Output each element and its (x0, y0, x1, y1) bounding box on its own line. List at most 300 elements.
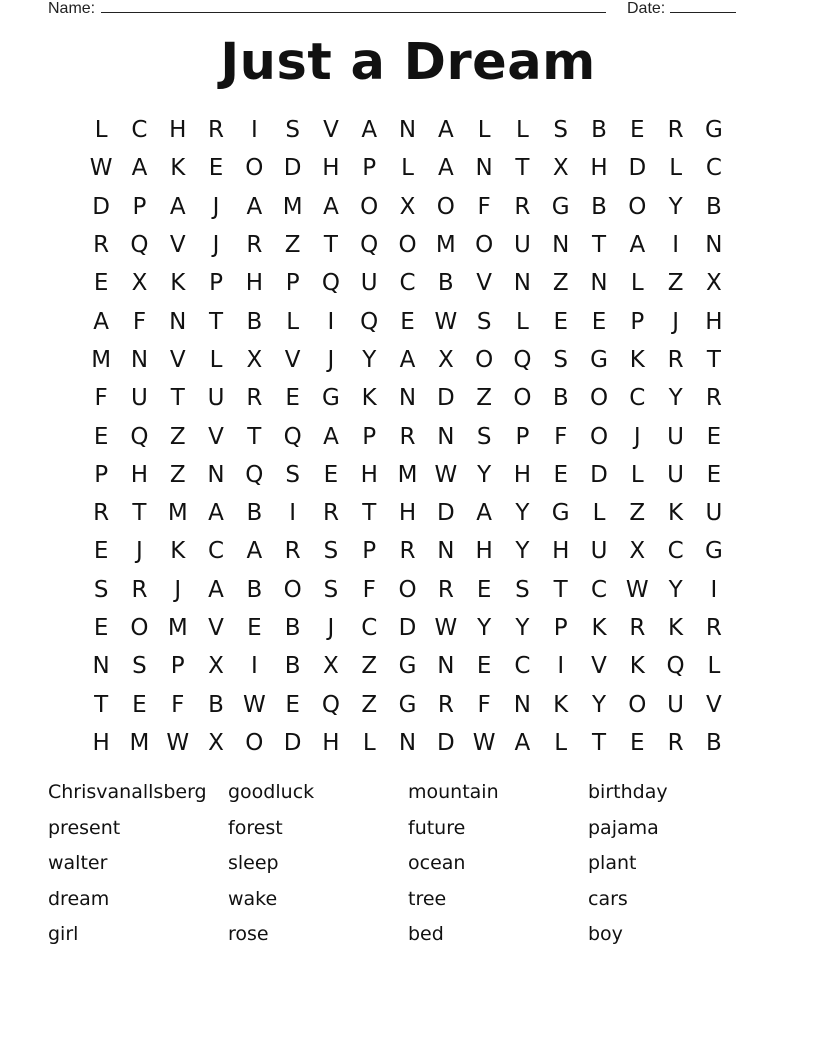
grid-letter[interactable]: R (246, 232, 263, 259)
grid-letter[interactable]: H (552, 538, 570, 565)
grid-letter[interactable]: E (93, 538, 109, 565)
grid-letter[interactable]: W (434, 308, 458, 335)
grid-letter[interactable]: N (513, 691, 532, 718)
grid-letter[interactable]: T (132, 500, 147, 527)
grid-letter[interactable]: J (212, 193, 220, 220)
grid-letter[interactable]: X (437, 346, 454, 373)
grid-letter[interactable]: L (362, 729, 376, 756)
grid-letter[interactable]: M (397, 461, 418, 488)
grid-letter[interactable]: L (94, 117, 108, 144)
grid-letter[interactable]: D (436, 729, 455, 756)
grid-letter[interactable]: P (630, 308, 645, 335)
grid-letter[interactable]: W (625, 576, 649, 603)
grid-letter[interactable]: S (476, 423, 492, 450)
grid-letter[interactable]: O (398, 576, 417, 603)
grid-letter[interactable]: H (322, 729, 340, 756)
grid-letter[interactable]: E (285, 385, 300, 412)
grid-letter[interactable]: O (245, 155, 264, 182)
grid-letter[interactable]: G (704, 538, 723, 565)
grid-letter[interactable]: O (436, 193, 455, 220)
grid-letter[interactable]: N (130, 346, 149, 373)
grid-letter[interactable]: Z (169, 461, 186, 488)
grid-letter[interactable]: N (437, 538, 455, 565)
grid-letter[interactable]: O (360, 193, 379, 220)
grid-letter[interactable]: G (590, 346, 608, 373)
grid-letter[interactable]: R (322, 500, 339, 527)
grid-letter[interactable]: K (629, 346, 645, 373)
grid-letter[interactable]: Q (130, 423, 149, 450)
grid-letter[interactable]: L (401, 155, 414, 182)
grid-letter[interactable]: H (322, 155, 340, 182)
grid-letter[interactable]: A (514, 729, 531, 756)
grid-letter[interactable]: N (552, 232, 570, 259)
grid-letter[interactable]: P (209, 270, 223, 297)
grid-letter[interactable]: L (209, 346, 223, 373)
grid-letter[interactable]: C (590, 576, 608, 603)
grid-letter[interactable]: M (167, 500, 188, 527)
grid-letter[interactable]: X (399, 193, 416, 220)
grid-letter[interactable]: L (669, 155, 683, 182)
grid-letter[interactable]: H (360, 461, 378, 488)
grid-letter[interactable]: V (591, 653, 607, 680)
grid-letter[interactable]: J (327, 615, 335, 641)
grid-letter[interactable]: T (515, 155, 530, 182)
grid-letter[interactable]: Q (245, 461, 264, 488)
grid-letter[interactable]: C (705, 155, 722, 182)
grid-letter[interactable]: O (589, 423, 609, 450)
grid-letter[interactable]: P (362, 423, 377, 450)
grid-letter[interactable]: X (706, 270, 722, 297)
grid-letter[interactable]: H (705, 308, 723, 335)
grid-letter[interactable]: I (710, 576, 718, 603)
grid-letter[interactable]: H (130, 461, 149, 488)
grid-letter[interactable]: R (284, 538, 301, 565)
grid-letter[interactable]: L (516, 117, 529, 144)
grid-letter[interactable]: R (705, 615, 722, 641)
grid-letter[interactable]: J (633, 423, 641, 450)
grid-letter[interactable]: X (629, 538, 646, 565)
grid-letter[interactable]: V (169, 232, 186, 259)
grid-letter[interactable]: H (513, 461, 532, 488)
grid-letter[interactable]: I (557, 653, 565, 680)
grid-letter[interactable]: X (131, 270, 148, 297)
grid-letter[interactable]: R (437, 576, 454, 603)
grid-letter[interactable]: Q (360, 308, 379, 335)
grid-letter[interactable]: N (398, 117, 417, 144)
grid-letter[interactable]: O (475, 232, 494, 259)
grid-letter[interactable]: F (477, 193, 491, 220)
grid-letter[interactable]: O (283, 576, 302, 603)
grid-row (82, 456, 733, 494)
grid-letter[interactable]: A (208, 576, 224, 603)
grid-letter[interactable]: S (285, 461, 300, 488)
grid-letter[interactable]: S (553, 117, 569, 144)
grid-letter[interactable]: R (246, 385, 263, 412)
grid-letter[interactable]: P (362, 538, 377, 565)
grid-letter[interactable]: E (247, 615, 262, 641)
grid-letter[interactable]: X (323, 653, 339, 680)
grid-letter[interactable]: N (590, 270, 608, 297)
grid-letter[interactable]: N (705, 232, 723, 259)
grid-letter[interactable]: R (667, 729, 684, 756)
grid-letter[interactable]: O (398, 232, 417, 259)
grid-letter[interactable]: T (591, 729, 607, 756)
grid-letter[interactable]: F (171, 691, 185, 718)
grid-letter[interactable]: B (591, 117, 607, 144)
grid-letter[interactable]: Y (668, 385, 683, 412)
grid-letter[interactable]: A (437, 155, 454, 182)
grid-letter[interactable]: N (92, 653, 110, 680)
grid-letter[interactable]: R (399, 538, 416, 565)
grid-letter[interactable]: Z (629, 500, 646, 527)
grid-letter[interactable]: P (170, 653, 185, 680)
date-blank-line[interactable] (670, 0, 736, 13)
grid-letter[interactable]: V (706, 691, 722, 718)
grid-letter[interactable]: T (553, 576, 568, 603)
grid-letter[interactable]: D (590, 461, 608, 488)
grid-letter[interactable]: S (285, 117, 300, 144)
grid-letter[interactable]: D (436, 500, 455, 527)
grid-letter[interactable]: Y (515, 615, 530, 641)
grid-letter[interactable]: D (436, 385, 455, 412)
grid-letter[interactable]: A (476, 500, 492, 527)
grid-letter[interactable]: A (323, 423, 339, 450)
grid-letter[interactable]: B (284, 653, 301, 680)
grid-letter[interactable]: K (170, 155, 186, 182)
grid-letter[interactable]: R (208, 117, 225, 144)
grid-letter[interactable]: P (362, 155, 377, 182)
grid-letter[interactable]: J (327, 346, 335, 373)
grid-letter[interactable]: U (667, 691, 685, 718)
grid-letter[interactable]: C (514, 653, 531, 680)
grid-letter[interactable]: C (361, 615, 378, 641)
grid-letter[interactable]: J (136, 538, 143, 565)
grid-letter[interactable]: T (591, 232, 607, 259)
grid-letter[interactable]: K (170, 270, 186, 297)
grid-letter[interactable]: E (400, 308, 415, 335)
grid-letter[interactable]: Q (360, 232, 379, 259)
grid-letter[interactable]: P (132, 193, 147, 220)
grid-letter[interactable]: Z (284, 232, 301, 259)
grid-letter[interactable]: H (475, 538, 493, 565)
grid-letter[interactable]: B (284, 615, 301, 641)
grid-letter[interactable]: Q (513, 346, 532, 373)
grid-letter[interactable]: R (93, 500, 110, 527)
grid-letter[interactable]: C (667, 538, 684, 565)
grid-letter[interactable]: K (170, 538, 186, 565)
grid-letter[interactable]: B (246, 576, 263, 603)
grid-letter[interactable]: G (551, 193, 570, 220)
grid-letter[interactable]: N (475, 155, 493, 182)
grid-letter[interactable]: C (208, 538, 225, 565)
grid-letter[interactable]: M (129, 729, 150, 756)
grid-letter[interactable]: B (246, 500, 263, 527)
grid-letter[interactable]: G (398, 653, 417, 680)
grid-letter[interactable]: C (399, 270, 416, 297)
grid-row (82, 302, 733, 340)
grid-letter[interactable]: H (92, 729, 110, 756)
grid-letter[interactable]: Y (515, 500, 530, 527)
grid-letter[interactable]: O (475, 346, 494, 373)
grid-row (82, 226, 733, 264)
grid-letter[interactable]: E (323, 461, 339, 488)
grid-letter[interactable]: W (242, 691, 266, 718)
grid-row (82, 571, 733, 609)
grid-letter[interactable]: G (322, 385, 340, 412)
grid-letter[interactable]: X (246, 346, 263, 373)
grid-letter[interactable]: O (245, 729, 264, 756)
grid-letter[interactable]: M (91, 346, 112, 373)
grid-letter[interactable]: O (513, 385, 532, 412)
grid-letter[interactable]: G (551, 500, 570, 527)
grid-letter[interactable]: D (628, 155, 647, 182)
grid-letter[interactable]: Y (362, 346, 377, 373)
grid-letter[interactable]: E (93, 270, 109, 297)
grid-letter[interactable]: S (93, 576, 109, 603)
grid-letter[interactable]: Z (667, 270, 684, 297)
grid-letter[interactable]: P (285, 270, 300, 297)
grid-letter[interactable]: L (592, 500, 606, 527)
grid-letter[interactable]: M (282, 193, 303, 220)
grid-letter[interactable]: H (245, 270, 263, 297)
grid-letter[interactable]: Z (169, 423, 186, 450)
grid-letter[interactable]: Y (477, 461, 492, 488)
grid-letter[interactable]: U (705, 500, 723, 527)
grid-letter[interactable]: H (169, 117, 187, 144)
grid-letter[interactable]: T (170, 385, 185, 412)
grid-letter[interactable]: H (398, 500, 417, 527)
word-bank-item: wake (228, 887, 278, 910)
grid-letter[interactable]: A (399, 346, 416, 373)
grid-letter[interactable]: U (590, 538, 608, 565)
grid-letter[interactable]: Q (666, 653, 685, 680)
grid-letter[interactable]: I (289, 500, 297, 527)
grid-letter[interactable]: B (437, 270, 454, 297)
grid-letter[interactable]: W (89, 155, 113, 182)
grid-letter[interactable]: R (514, 193, 531, 220)
grid-letter[interactable]: B (246, 308, 263, 335)
grid-letter[interactable]: U (131, 385, 148, 412)
grid-letter[interactable]: Y (591, 691, 607, 718)
grid-letter[interactable]: N (169, 308, 187, 335)
grid-letter[interactable]: M (435, 232, 456, 259)
grid-letter[interactable]: F (477, 691, 491, 718)
grid-letter[interactable]: D (283, 729, 302, 756)
grid-letter[interactable]: L (516, 308, 529, 335)
grid-letter[interactable]: J (174, 576, 182, 603)
grid-letter[interactable]: Z (476, 385, 492, 412)
grid-letter[interactable]: U (667, 423, 685, 450)
grid-letter[interactable]: S (476, 308, 492, 335)
grid-letter[interactable]: N (398, 729, 417, 756)
grid-letter[interactable]: D (92, 193, 110, 220)
grid-letter[interactable]: I (250, 653, 258, 680)
grid-letter[interactable]: J (212, 232, 220, 259)
grid-letter[interactable]: B (552, 385, 569, 412)
grid-letter[interactable]: N (207, 461, 225, 488)
grid-letter[interactable]: R (667, 117, 684, 144)
grid-letter[interactable]: E (591, 308, 607, 335)
grid-letter[interactable]: K (668, 500, 684, 527)
grid-letter[interactable]: U (667, 461, 685, 488)
grid-letter[interactable]: V (323, 117, 339, 144)
grid-letter[interactable]: S (553, 346, 569, 373)
grid-letter[interactable]: I (250, 117, 258, 144)
grid-letter[interactable]: Q (283, 423, 302, 450)
grid-letter[interactable]: K (668, 615, 684, 641)
grid-letter[interactable]: Q (321, 270, 340, 297)
grid-letter[interactable]: L (630, 270, 644, 297)
grid-letter[interactable]: Q (321, 691, 340, 718)
grid-letter[interactable]: R (437, 691, 454, 718)
grid-letter[interactable]: P (94, 461, 109, 488)
grid-letter[interactable]: K (553, 691, 569, 718)
grid-letter[interactable]: R (705, 385, 722, 412)
grid-letter[interactable]: E (93, 423, 109, 450)
grid-letter[interactable]: T (706, 346, 721, 373)
grid-letter[interactable]: E (93, 615, 109, 641)
grid-letter[interactable]: J (672, 308, 679, 335)
grid-letter[interactable]: U (513, 232, 531, 259)
grid-letter[interactable]: V (208, 615, 224, 641)
grid-letter[interactable]: A (361, 117, 378, 144)
grid-letter[interactable]: A (246, 193, 263, 220)
grid-letter[interactable]: K (361, 385, 377, 412)
grid-letter[interactable]: L (554, 729, 568, 756)
grid-letter[interactable]: Y (515, 538, 530, 565)
grid-letter[interactable]: E (553, 461, 568, 488)
grid-letter[interactable]: G (398, 691, 417, 718)
grid-letter[interactable]: E (706, 461, 722, 488)
grid-letter[interactable]: L (286, 308, 300, 335)
grid-letter[interactable]: A (208, 500, 224, 527)
grid-letter[interactable]: X (208, 729, 224, 756)
grid-letter[interactable]: E (553, 308, 568, 335)
grid-letter[interactable]: A (629, 232, 646, 259)
grid-letter[interactable]: A (323, 193, 339, 220)
grid-letter[interactable]: S (323, 576, 339, 603)
grid-letter[interactable]: U (360, 270, 378, 297)
grid-letter[interactable]: R (131, 576, 148, 603)
grid-letter[interactable]: B (706, 193, 722, 220)
grid-letter[interactable]: F (554, 423, 568, 450)
grid-letter[interactable]: F (362, 576, 376, 603)
grid-letter[interactable]: K (629, 653, 645, 680)
grid-letter[interactable]: C (629, 385, 646, 412)
grid-letter[interactable]: F (94, 385, 108, 412)
grid-letter[interactable]: S (515, 576, 530, 603)
grid-letter[interactable]: B (208, 691, 224, 718)
grid-letter[interactable]: N (398, 385, 417, 412)
name-label: Name: (48, 0, 96, 17)
grid-letter[interactable]: V (208, 423, 224, 450)
grid-letter[interactable]: T (209, 308, 224, 335)
grid-letter[interactable]: X (208, 653, 224, 680)
grid-letter[interactable]: L (477, 117, 491, 144)
grid-letter[interactable]: V (284, 346, 301, 373)
word-bank-item: mountain (408, 781, 499, 803)
grid-letter[interactable]: B (591, 193, 607, 220)
grid-letter[interactable]: Z (361, 691, 378, 718)
grid-letter[interactable]: P (515, 423, 530, 450)
grid-letter[interactable]: W (434, 615, 458, 641)
grid-letter[interactable]: N (513, 270, 532, 297)
grid-letter[interactable]: O (628, 691, 647, 718)
grid-letter[interactable]: R (399, 423, 416, 450)
grid-letter[interactable]: H (590, 155, 608, 182)
grid-letter[interactable]: C (131, 117, 148, 144)
grid-letter[interactable]: D (283, 155, 302, 182)
grid-letter[interactable]: R (629, 615, 646, 641)
grid-letter[interactable]: R (93, 232, 110, 259)
grid-letter[interactable]: K (591, 615, 607, 641)
grid-letter[interactable]: R (667, 346, 684, 373)
grid-letter[interactable]: Y (477, 615, 492, 641)
grid-letter[interactable]: L (630, 461, 644, 488)
grid-letter[interactable]: T (323, 232, 338, 259)
grid-letter[interactable]: P (553, 615, 568, 641)
grid-letter[interactable]: Y (668, 576, 683, 603)
grid-letter[interactable]: Z (552, 270, 569, 297)
grid-letter[interactable]: A (437, 117, 454, 144)
grid-letter[interactable]: E (630, 729, 645, 756)
grid-letter[interactable]: D (398, 615, 417, 641)
grid-letter[interactable]: A (93, 308, 110, 335)
grid-letter[interactable]: V (169, 346, 186, 373)
grid-letter[interactable]: A (246, 538, 263, 565)
grid-letter[interactable]: E (476, 653, 492, 680)
grid-letter[interactable]: V (476, 270, 492, 297)
grid-letter[interactable]: W (472, 729, 496, 756)
grid-letter[interactable]: T (362, 500, 377, 527)
grid-letter[interactable]: S (323, 538, 339, 565)
grid-letter[interactable]: T (94, 691, 109, 718)
grid-letter[interactable]: E (706, 423, 722, 450)
grid-letter[interactable]: I (327, 308, 335, 335)
word-bank (48, 776, 788, 954)
grid-letter[interactable]: N (437, 423, 455, 450)
grid-letter[interactable]: O (589, 385, 609, 412)
grid-letter[interactable]: O (628, 193, 647, 220)
grid-letter[interactable]: E (285, 691, 300, 718)
grid-letter[interactable]: Q (130, 232, 149, 259)
name-blank-line[interactable] (101, 0, 606, 13)
grid-letter[interactable]: A (169, 193, 186, 220)
grid-letter[interactable]: L (707, 653, 721, 680)
grid-letter[interactable]: E (132, 691, 147, 718)
grid-letter[interactable]: E (630, 117, 645, 144)
grid-letter[interactable]: W (434, 461, 458, 488)
grid-letter[interactable]: Y (668, 193, 683, 220)
grid-letter[interactable]: F (132, 308, 147, 335)
grid-row (82, 264, 733, 302)
grid-letter[interactable]: N (437, 653, 455, 680)
grid-letter[interactable]: M (167, 615, 188, 641)
grid-letter[interactable]: A (131, 155, 148, 182)
grid-letter[interactable]: O (130, 615, 149, 641)
grid-letter[interactable]: G (704, 117, 723, 144)
grid-letter[interactable]: I (672, 232, 679, 259)
grid-letter[interactable]: E (476, 576, 492, 603)
grid-letter[interactable]: E (208, 155, 224, 182)
grid-letter[interactable]: T (247, 423, 262, 450)
grid-letter[interactable]: Z (361, 653, 378, 680)
grid-letter[interactable]: S (132, 653, 147, 680)
grid-letter[interactable]: B (706, 729, 722, 756)
grid-letter[interactable]: X (552, 155, 569, 182)
grid-letter[interactable]: U (207, 385, 225, 412)
grid-letter[interactable]: W (166, 729, 190, 756)
